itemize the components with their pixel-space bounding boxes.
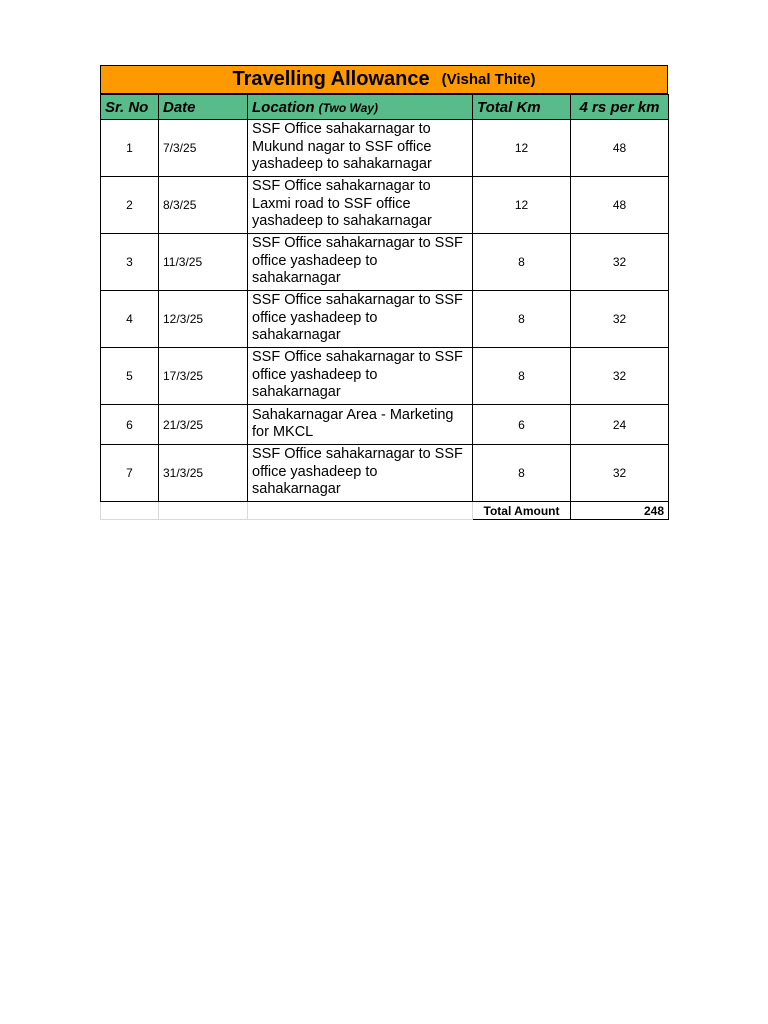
cell-date: 7/3/25 — [159, 120, 248, 177]
cell-amount: 32 — [571, 291, 669, 348]
cell-location: SSF Office sahakarnagar to SSF office yashadeep to sahakarnagar — [248, 291, 473, 348]
sheet-title-bar — [100, 65, 668, 94]
empty-cell — [159, 502, 248, 520]
cell-sr-no: 2 — [101, 177, 159, 234]
cell-location: SSF Office sahakarnagar to SSF office yashadeep to sahakarnagar — [248, 348, 473, 405]
cell-sr-no: 7 — [101, 445, 159, 502]
header-location-note: (Two Way) — [318, 100, 379, 115]
cell-location: SSF Office sahakarnagar to SSF office yashadeep to sahakarnagar — [248, 234, 473, 291]
cell-amount: 24 — [571, 405, 669, 445]
cell-location: Sahakarnagar Area - Marketing for MKCL — [248, 405, 473, 445]
table-row — [101, 348, 669, 405]
cell-date: 21/3/25 — [159, 405, 248, 445]
total-amount-value: 248 — [571, 502, 669, 520]
table-row — [101, 177, 669, 234]
cell-location: SSF Office sahakarnagar to Laxmi road to SSF office yashadeep to sahakarnagar — [248, 177, 473, 234]
total-amount-label: Total Amount — [473, 502, 571, 520]
cell-amount: 48 — [571, 120, 669, 177]
sheet-title: Travelling Allowance — [232, 68, 430, 90]
header-total-km: Total Km — [473, 95, 571, 120]
cell-sr-no: 1 — [101, 120, 159, 177]
total-row — [101, 502, 669, 520]
cell-location: SSF Office sahakarnagar to SSF office yashadeep to sahakarnagar — [248, 445, 473, 502]
cell-location: SSF Office sahakarnagar to Mukund nagar to SSF office yashadeep to sahakarnagar — [248, 120, 473, 177]
header-date: Date — [159, 95, 248, 120]
table-row — [101, 405, 669, 445]
cell-sr-no: 3 — [101, 234, 159, 291]
employee-name: (Vishal Thite) — [441, 71, 536, 88]
cell-total-km: 12 — [473, 177, 571, 234]
table-row — [101, 445, 669, 502]
header-row — [101, 95, 669, 120]
header-location — [248, 95, 473, 120]
header-sr-no: Sr. No — [101, 95, 159, 120]
cell-sr-no: 4 — [101, 291, 159, 348]
cell-date: 17/3/25 — [159, 348, 248, 405]
cell-date: 8/3/25 — [159, 177, 248, 234]
travelling-allowance-sheet — [100, 65, 668, 520]
cell-total-km: 8 — [473, 291, 571, 348]
empty-cell — [248, 502, 473, 520]
header-rate: 4 rs per km — [571, 95, 669, 120]
cell-total-km: 6 — [473, 405, 571, 445]
cell-total-km: 8 — [473, 348, 571, 405]
cell-amount: 48 — [571, 177, 669, 234]
cell-total-km: 8 — [473, 445, 571, 502]
cell-amount: 32 — [571, 445, 669, 502]
header-location-label: Location — [252, 98, 315, 116]
cell-sr-no: 5 — [101, 348, 159, 405]
cell-total-km: 12 — [473, 120, 571, 177]
allowance-table — [100, 94, 669, 520]
cell-date: 11/3/25 — [159, 234, 248, 291]
empty-cell — [101, 502, 159, 520]
table-row — [101, 120, 669, 177]
cell-date: 12/3/25 — [159, 291, 248, 348]
cell-date: 31/3/25 — [159, 445, 248, 502]
table-row — [101, 291, 669, 348]
cell-total-km: 8 — [473, 234, 571, 291]
table-row — [101, 234, 669, 291]
cell-amount: 32 — [571, 234, 669, 291]
cell-sr-no: 6 — [101, 405, 159, 445]
cell-amount: 32 — [571, 348, 669, 405]
